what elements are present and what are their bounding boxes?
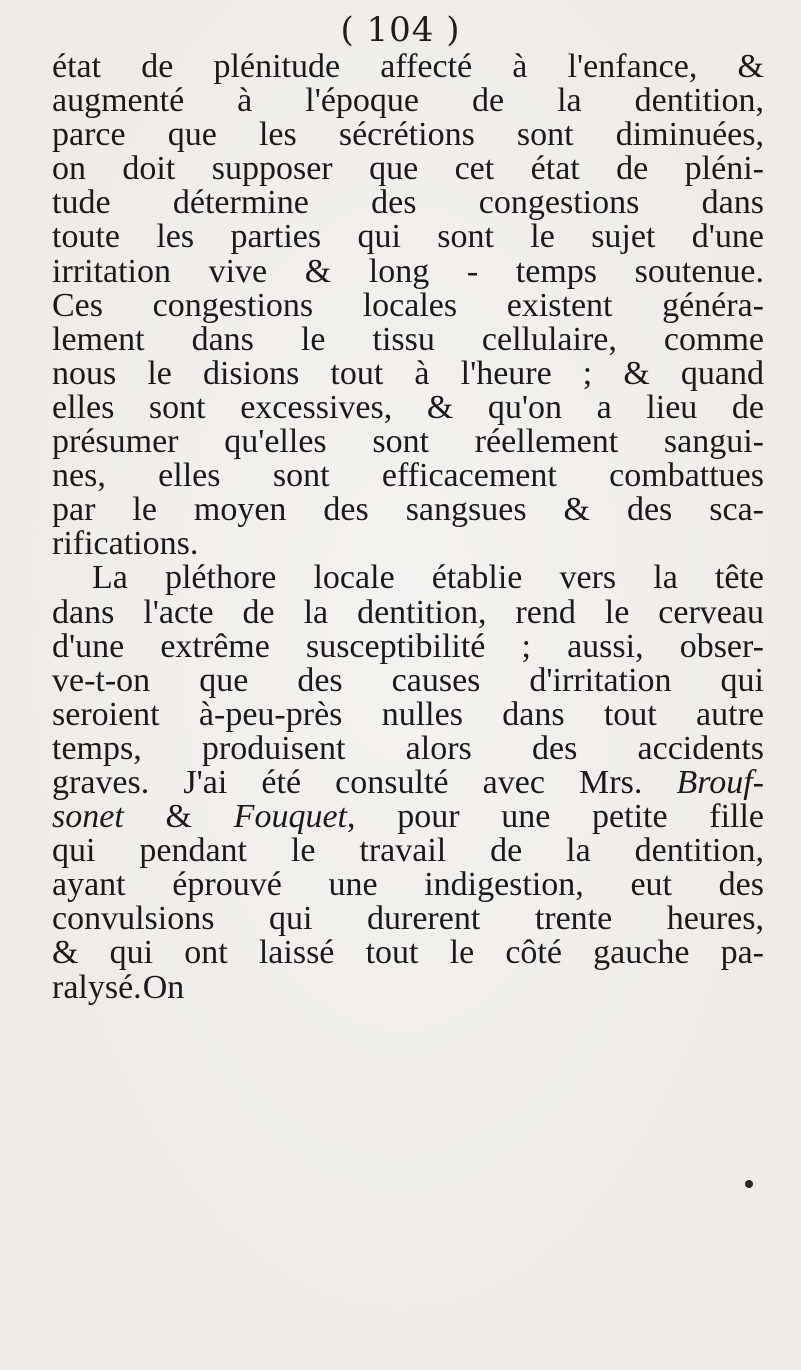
text-line: ve-t-on que des causes d'irritation qui bbox=[52, 661, 764, 699]
text-line: qui pendant le travail de la dentition, bbox=[52, 832, 764, 870]
text-line: nous le disions tout à l'heure ; & quand bbox=[52, 354, 764, 392]
text-line: & qui ont laissé tout le côté gauche pa- bbox=[52, 934, 764, 972]
person-name: Brouf- bbox=[676, 763, 765, 801]
text-segment: & bbox=[165, 798, 192, 836]
text-line: elles sont excessives, & qu'on a lieu de bbox=[52, 388, 764, 426]
ink-dot bbox=[745, 1180, 753, 1188]
text-line: présumer qu'elles sont réellement sangui- bbox=[52, 423, 764, 461]
page-number: ( 104 ) bbox=[340, 10, 461, 50]
text-segment: ralysé. bbox=[52, 968, 142, 1006]
text-line-with-catchword bbox=[52, 968, 764, 1006]
text-line: seroient à-peu-près nulles dans tout autre bbox=[52, 695, 764, 733]
text-line: dans l'acte de la dentition, rend le cerveau bbox=[52, 593, 764, 631]
text-segment: graves. J'ai été consulté avec Mrs. bbox=[52, 763, 643, 801]
text-segment: , pour une petite fille bbox=[346, 798, 765, 836]
text-line: par le moyen des sangsues & des sca- bbox=[52, 491, 764, 529]
text-line: on doit supposer que cet état de pléni- bbox=[52, 150, 764, 188]
catchword: On bbox=[142, 968, 185, 1006]
text-line-with-name bbox=[52, 763, 765, 801]
text-line: ayant éprouvé une indigestion, eut des bbox=[52, 866, 764, 904]
text-line: La pléthore locale établie vers la tête bbox=[92, 559, 764, 597]
text-line: lement dans le tissu cellulaire, comme bbox=[52, 320, 764, 358]
text-line: parce que les sécrétions sont diminuées, bbox=[52, 116, 764, 154]
text-line: toute les parties qui sont le sujet d'une bbox=[52, 218, 764, 256]
text-line: irritation vive & long - temps soutenue. bbox=[52, 252, 764, 290]
text-line: d'une extrême susceptibilité ; aussi, obser- bbox=[52, 627, 764, 665]
text-line: tude détermine des congestions dans bbox=[52, 184, 764, 222]
page-text bbox=[52, 50, 764, 1005]
text-line: augmenté à l'époque de la dentition, bbox=[52, 82, 764, 120]
text-line-with-name bbox=[52, 800, 764, 834]
text-line: Ces congestions locales existent généra- bbox=[52, 286, 764, 324]
text-line: état de plénitude affecté à l'enfance, & bbox=[52, 48, 764, 85]
text-line: rifications. bbox=[52, 525, 199, 563]
text-line: nes, elles sont efficacement combattues bbox=[52, 457, 764, 495]
person-name: sonet bbox=[52, 798, 124, 836]
text-line: convulsions qui durerent trente heures, bbox=[52, 900, 764, 938]
person-name: Fouquet bbox=[233, 798, 347, 836]
text-line: temps, produisent alors des accidents bbox=[52, 729, 764, 767]
